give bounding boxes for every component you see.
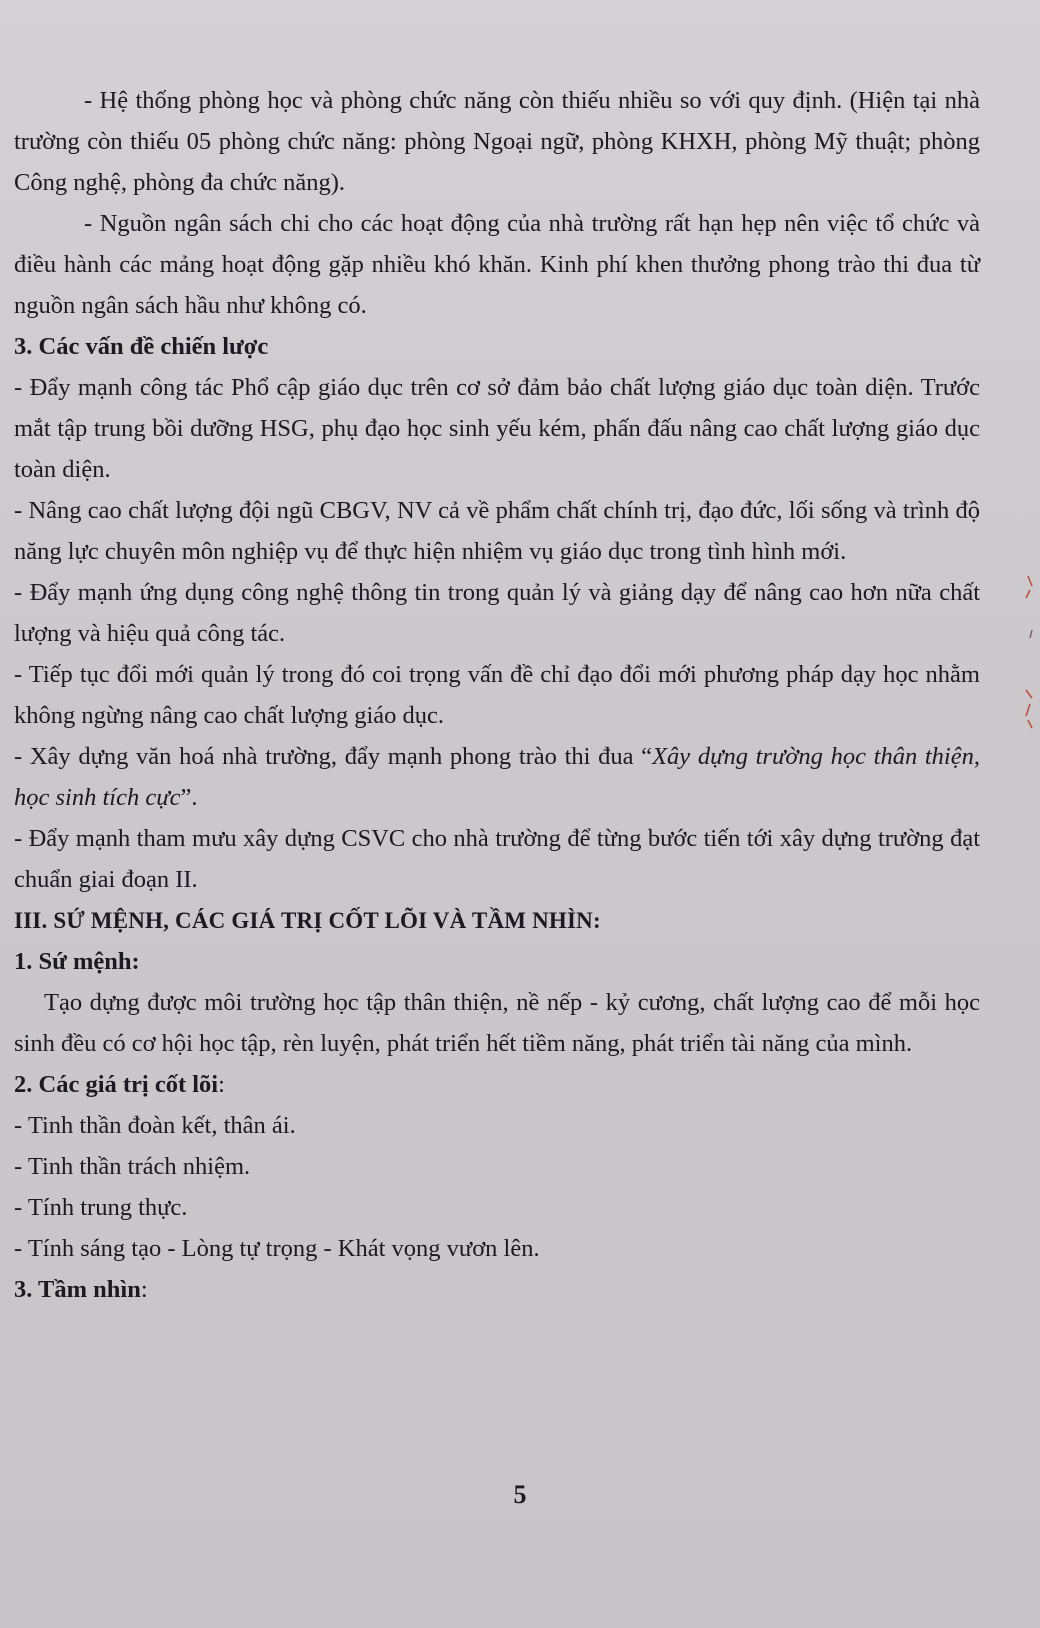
- core-values-title: 2. Các giá trị cốt lõi: [14, 1071, 219, 1098]
- margin-stamp-marks: [1016, 570, 1036, 740]
- vision-colon: :: [140, 1276, 148, 1303]
- strategy-item: - Tiếp tục đổi mới quản lý trong đó coi trọng vấn đề chỉ đạo đổi mới phương pháp dạy học nhằm không ngừng nâng cao chất lượng giáo dục.: [14, 661, 980, 729]
- core-value-item: - Tính sáng tạo - Lòng tự trọng - Khát vọng vươn lên.: [14, 1235, 540, 1262]
- paragraph-budget: - Nguồn ngân sách chi cho các hoạt động của nhà trường rất hạn hẹp nên việc tổ chức và điều hành các mảng hoạt động gặp nhiều khó khăn. Kinh phí khen thưởng phong trào thi đua từ nguồn ngân sách hầu như không có.: [14, 210, 980, 319]
- core-values-colon: :: [218, 1071, 225, 1098]
- heading-strategy: 3. Các vấn đề chiến lược: [14, 333, 269, 360]
- core-value-item: - Tinh thần đoàn kết, thân ái.: [14, 1112, 296, 1139]
- core-value-item: - Tính trung thực.: [14, 1194, 188, 1221]
- page-number: 5: [513, 1480, 527, 1509]
- culture-prefix: - Xây dựng văn hoá nhà trường, đẩy mạnh phong trào thi đua “: [14, 743, 653, 770]
- core-value-item: - Tinh thần trách nhiệm.: [14, 1153, 251, 1180]
- strategy-item: - Nâng cao chất lượng đội ngũ CBGV, NV cả về phẩm chất chính trị, đạo đức, lối sống và trình độ năng lực chuyên môn nghiệp vụ để thực hiện nhiệm vụ giáo dục trong tình hình mới.: [14, 497, 980, 565]
- paragraph-classrooms: - Hệ thống phòng học và phòng chức năng còn thiếu nhiều so với quy định. (Hiện tại nhà trường còn thiếu 05 phòng chức năng: phòng Ngoại ngữ, phòng KHXH, phòng Mỹ thuật; phòng Công nghệ, phòng đa chức năng).: [14, 87, 980, 196]
- strategy-item: - Đẩy mạnh công tác Phổ cập giáo dục trên cơ sở đảm bảo chất lượng giáo dục toàn diện. Trước mắt tập trung bồi dưỡng HSG, phụ đạo học sinh yếu kém, phấn đấu nâng cao chất lượng giáo dục toàn diện.: [14, 374, 980, 483]
- heading-mission-values-vision: III. SỨ MỆNH, CÁC GIÁ TRỊ CỐT LÕI VÀ TẦM NHÌN:: [14, 908, 601, 933]
- vision-title: 3. Tầm nhìn: [14, 1276, 141, 1303]
- heading-mission: 1. Sứ mệnh:: [14, 948, 140, 975]
- heading-core-values: [14, 1064, 980, 1105]
- mission-text: Tạo dựng được môi trường học tập thân thiện, nề nếp - kỷ cương, chất lượng cao để mỗi học sinh đều có cơ hội học tập, rèn luyện, phát triển hết tiềm năng, phát triển tài năng của mình.: [14, 989, 980, 1057]
- culture-suffix: ”.: [180, 784, 198, 811]
- strategy-item-culture: [14, 736, 980, 818]
- strategy-item: - Đẩy mạnh tham mưu xây dựng CSVC cho nhà trường để từng bước tiến tới xây dựng trường đạt chuẩn giai đoạn II.: [14, 825, 980, 893]
- heading-vision: [14, 1269, 980, 1310]
- strategy-item: - Đẩy mạnh ứng dụng công nghệ thông tin trong quản lý và giảng dạy để nâng cao hơn nữa chất lượng và hiệu quả công tác.: [14, 579, 980, 647]
- culture-slogan: Xây dựng trường học thân thiện, học sinh tích cực: [14, 743, 980, 811]
